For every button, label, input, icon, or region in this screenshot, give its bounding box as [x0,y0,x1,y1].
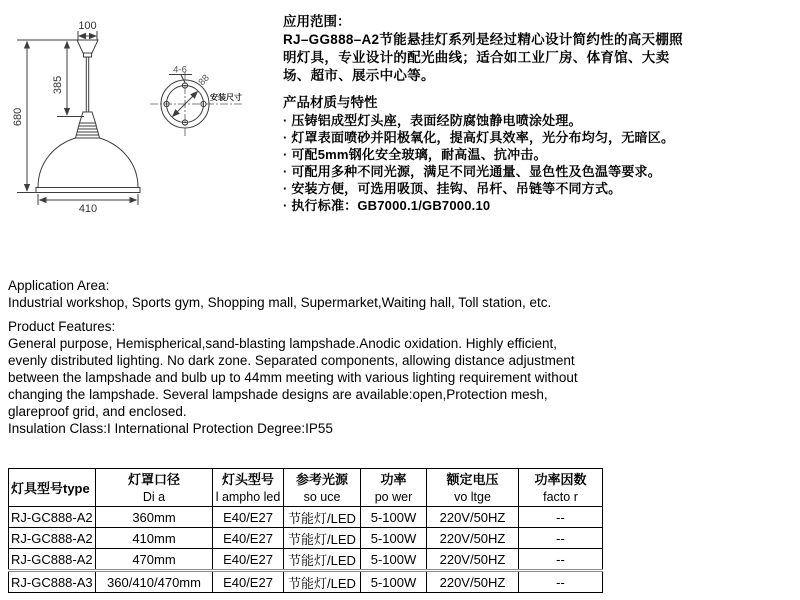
col-header-source: 参考光源 so uce [284,469,361,507]
cell-power: 5-100W [361,549,427,571]
col-header-power: 功率 po wer [361,469,427,507]
cell-diameter: 360/410/470mm [96,571,213,593]
chinese-description-block [283,13,795,214]
cn-feature-item: · 可配5mm钢化安全玻璃，耐高温、抗冲击。 [283,147,547,162]
cell-lampholder: E40/E27 [213,528,284,549]
cn-app-line: 明灯具，专业设计的配光曲线；适合如工业厂房、体育馆、大卖 [283,50,670,65]
cell-diameter: 470mm [96,549,213,571]
cell-voltage: 220V/50HZ [427,528,519,549]
cn-feature-item: · 灯罩表面喷砂并阳极氧化，提高灯具效率，光分布均匀，无暗区。 [283,130,675,145]
cell-power: 5-100W [361,507,427,528]
table-row [9,528,603,549]
table-row [9,507,603,528]
mount-pitch-diameter-label: 88 [196,72,212,88]
table-header-row [9,469,603,507]
en-features-line: changing the lampshade. Several lampshade designs are available:open,Protection mesh, [8,387,548,402]
cn-feature-item: · 可配用多种不同光源，满足不同光通量、显色性及色温等要求。 [283,164,661,179]
cn-feature-item: · 压铸铝成型灯头座，表面经防腐蚀静电喷涂处理。 [283,113,582,128]
cell-diameter: 360mm [96,507,213,528]
en-features-line: General purpose, Hemispherical,sand-blasting lampshade.Anodic oxidation. Highly efficient, [8,336,558,351]
en-application-body: Industrial workshop, Sports gym, Shopping mall, Supermarket,Waiting hall, Toll station, etc. [8,295,552,310]
cell-source: 节能灯/LED [284,507,361,528]
spec-table [8,468,603,593]
cell-power-factor: -- [519,571,603,593]
cell-model: RJ-GC888-A2 [9,507,96,528]
lamp-side-view [17,31,140,205]
cell-source: 节能灯/LED [284,571,361,593]
cn-app-line: 场、超市、展示中心等。 [283,68,435,83]
cell-lampholder: E40/E27 [213,507,284,528]
cn-app-line: RJ–GG888–A2节能悬挂灯系列是经过精心设计简约性的高天棚照 [283,32,683,47]
en-features-title: Product Features: [8,319,116,334]
mount-caption: 安装尺寸 [210,93,242,102]
en-features-line: evenly distributed lighting. No dark zone. Separated components, allowing distance adjustment [8,353,575,368]
col-header-model: 灯具型号type [9,469,96,507]
col-header-diameter: 灯罩口径 Di a [96,469,213,507]
cn-feature-item: · 安装方便，可选用吸顶、挂钩、吊杆、吊链等不同方式。 [283,181,622,196]
cell-voltage: 220V/50HZ [427,507,519,528]
cell-model: RJ-GC888-A3 [9,571,96,593]
cell-lampholder: E40/E27 [213,549,284,571]
cn-application-paragraph [283,31,795,85]
cell-power: 5-100W [361,571,427,593]
cell-power-factor: -- [519,528,603,549]
en-features-line: glareproof grid, and enclosed. [8,404,187,419]
col-header-power-factor: 功率因数 facto r [519,469,603,507]
cn-feature-item: · 执行标准：GB7000.1/GB7000.10 [283,198,491,213]
dim-rod-height-label: 385 [52,75,64,95]
table-row [9,571,603,593]
mounting-plate-view [150,72,243,137]
cell-power-factor: -- [519,549,603,571]
dim-total-height-label: 680 [12,107,24,127]
en-features-line: between the lampshade and bulb up to 44mm meeting with various lighting requirement without [8,370,578,385]
table-row [9,549,603,571]
cn-application-title: 应用范围： [283,14,351,29]
cell-voltage: 220V/50HZ [427,549,519,571]
cell-model: RJ-GC888-A2 [9,528,96,549]
cell-model: RJ-GC888-A2 [9,549,96,571]
cell-source: 节能灯/LED [284,528,361,549]
dim-top-width-label: 100 [78,20,97,32]
en-application-title: Application Area: [8,278,110,293]
col-header-lampholder: 灯头型号 l ampho led [213,469,284,507]
mount-holes-label: 4-6 [173,64,187,76]
cn-features-title: 产品材质与特性 [283,95,378,110]
cell-voltage: 220V/50HZ [427,571,519,593]
cell-source: 节能灯/LED [284,549,361,571]
cell-power-factor: -- [519,507,603,528]
cell-lampholder: E40/E27 [213,571,284,593]
col-header-voltage: 额定电压 vo ltge [427,469,519,507]
en-insulation-line: Insulation Class:I International Protection Degree:IP55 [8,421,333,436]
dim-shade-diameter-label: 410 [78,203,98,215]
cn-features-list [283,112,795,214]
cell-diameter: 410mm [96,528,213,549]
technical-drawing [0,0,270,240]
english-description-block [8,277,593,437]
cell-power: 5-100W [361,528,427,549]
